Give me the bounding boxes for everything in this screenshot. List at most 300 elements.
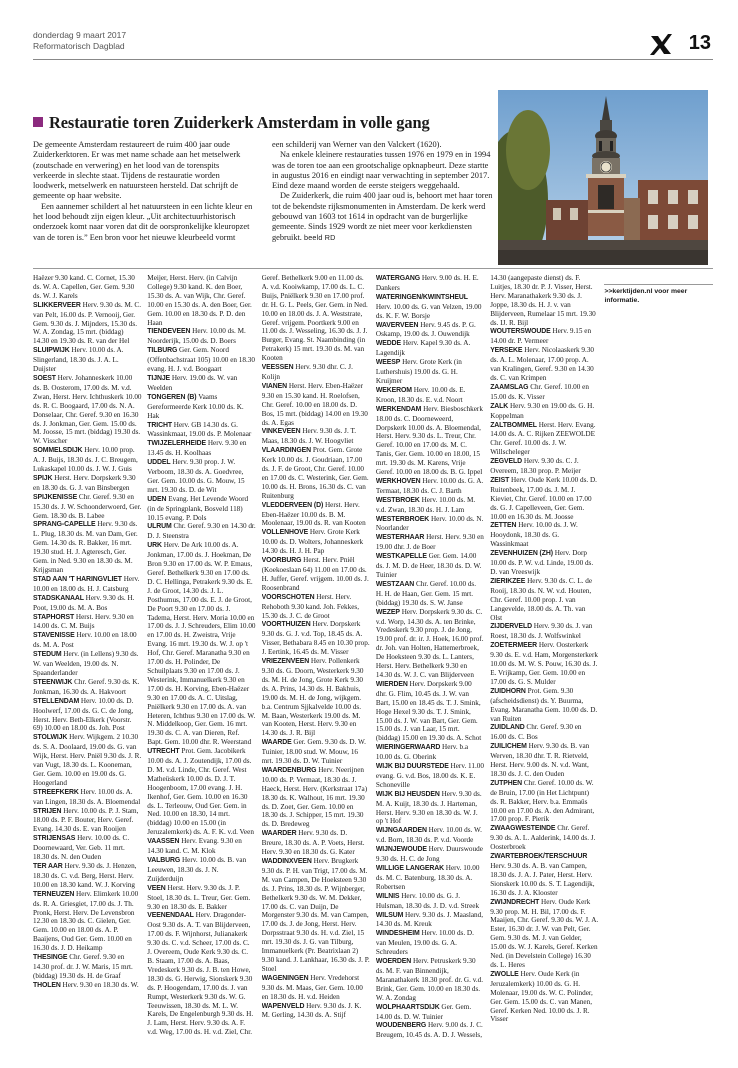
listing-entry xyxy=(376,515,485,534)
listing-entry xyxy=(33,678,142,697)
listing-place: STREEFKERK xyxy=(33,788,79,796)
listing-entry xyxy=(376,1021,485,1040)
listing-place: VOORTHUIZEN xyxy=(261,621,311,629)
listing-entry xyxy=(490,622,599,641)
listing-place: ZALK xyxy=(490,402,509,410)
article-headline xyxy=(33,113,493,133)
listing-entry xyxy=(147,911,256,1037)
listing-place: WIERDEN xyxy=(375,680,408,688)
listing-entry xyxy=(147,458,256,495)
listing-place: TIJNJE xyxy=(147,374,171,382)
listing-place: ULRUM xyxy=(147,523,172,531)
listing-place: VAASSEN xyxy=(147,838,180,846)
listing-text: Herv. 9.30 ds. J. van Roest, 18.30 ds. J. Wolfswinkel xyxy=(490,622,593,641)
listing-text: Herv. 9.30 ds. M. C. van Pelt, 16.00 ds. P. Vernooij, Ger. Gem. 9.30 ds. J. Mijnders, 15.30 ds. W. A. Zondag, 15 mrt. (biddag) 14.30 en 19.30 ds. R. van der Hel xyxy=(33,300,142,346)
listing-entry xyxy=(33,650,142,678)
listing-entry xyxy=(262,857,371,974)
listing-place: URK xyxy=(147,542,162,550)
listing-text: Herst. Herv. Dorpskerk 9.30 en 18.30 ds. G. J. van Binsbergen xyxy=(33,473,136,492)
listing-entry xyxy=(376,552,485,580)
listing-text: Herst. Herv. Pniël (Koekoeslaan 64) 11.00 en 17.00 ds. H. Juffer, Geref. vrijgem. 10.00 ds. J. Roosenbrand xyxy=(261,556,369,592)
listing-place: WIJK BIJ HEUSDEN xyxy=(375,790,440,798)
listing-text: Herv. Grote Kerk (in Luthershuis) 19.00 ds. G. H. Kruijmer xyxy=(375,358,462,385)
listing-entry xyxy=(33,575,142,594)
listing-place: TILBURG xyxy=(147,347,178,355)
listing-place: ZWOLLE xyxy=(490,970,519,978)
listing-entry xyxy=(376,743,485,762)
listing-text: Herv. Pollenkerk 9.30 ds. G. Doorn, Westerkerk 9.30 ds. M. H. de Jong, Grote Kerk 9.30 ds. A. Prins, 14.30 ds. H. Bakhuis, 19.00 ds. M. H. de Jong, wijkgem. b.a. Centrum Sjjkalvelde 10.00 ds. M. Baan, Westerkerk 19.00 ds. M. van Kooten, Herst. Herv. 9.30 en 14.30 ds. J. R. Bijl xyxy=(261,657,364,738)
listing-text: Herv. Oude Kerk 10.00 ds. D. Ruitenbeek, 17.00 ds. J. M. J. Kieviet, Chr. Geref. 10.00 en 17.00 ds. G. J. Capelleveen, Ger. Gem. 10.00 en 16.30 ds. M. Joosse xyxy=(490,475,597,521)
listing-entry xyxy=(376,929,485,957)
listing-text: Herv. 10.00 en 18.00 ds. M. A. Post xyxy=(33,631,137,650)
listing-place: SPIJKENISSE xyxy=(33,493,78,501)
listing-place: TWIJZELERHEIDE xyxy=(147,440,207,448)
listing-text: Herst. Herv. Evang. 14.00 ds. A. C. Rijken ZEEWOLDE Chr. Geref. 10.00 ds. J. W. Willscheleger xyxy=(490,420,596,457)
listing-place: STAPHORST xyxy=(33,613,75,621)
listing-place: STEDUM xyxy=(33,651,62,659)
headline-marker-icon xyxy=(33,117,43,127)
listing-text: Herv. 10.00 en 18.00 ds. H. J. Catsburg xyxy=(33,574,140,593)
listing-entry xyxy=(376,339,485,358)
listing-entry xyxy=(490,327,599,346)
listing-text: Herv. b.a 10.00 ds. G. Oberink xyxy=(375,743,469,762)
listing-text: Herv. 9.30 en 18.30 ds. W. xyxy=(62,980,139,989)
listing-place: ZUIDHORN xyxy=(490,687,526,695)
edition-date: donderdag 9 maart 2017 xyxy=(33,30,127,40)
listing-entry xyxy=(490,457,599,476)
listing-text: Herv. 10.00 ds. G. A. Termaat, 18.30 ds. C. J. Barth xyxy=(375,476,484,495)
listing-place: WAGENINGEN xyxy=(261,974,309,982)
zuiderkerk-tower-photo xyxy=(498,90,708,265)
listing-place: WIERINGERWAARD xyxy=(375,744,441,752)
listing-text: Herst. Herv. Eben-Haëzer 10.00 ds. B. M. Moolenaar, 19.00 ds. R. van Kooten xyxy=(261,500,366,528)
listing-entry xyxy=(376,533,485,552)
listing-place: ZIJDERVELD xyxy=(490,623,532,631)
listing-place: VLAARDINGEN xyxy=(261,447,312,455)
listing-text: Herv. 9.30 ds. C. L. de Rooij, 18.30 ds. N. W. v.d. Houten, Chr. Geref. 10.00 prop. J. van Langevelde, 18.00 ds. A. Th. van Olst xyxy=(490,576,593,622)
listing-text: Herv. (in Lellens) 9.30 ds. W. van Weelden, 19.00 ds. N. Spaanderlander xyxy=(33,650,139,677)
listing-place: VEENENDAAL xyxy=(147,912,194,920)
listing-entry xyxy=(262,1002,371,1021)
listing-text: Herv. 10.00 ds. M. Noorderijk, 15.00 ds. D. Boers xyxy=(147,327,246,346)
listing-text: Herst. Herv. 9.30 ds. J. P. Stoel, 18.30 ds. L. Treur, Ger. Gem. 9.30 en 18.30 ds. E. Bakker xyxy=(147,883,251,911)
article-column-1 xyxy=(33,140,254,243)
listing-entry xyxy=(376,321,485,340)
listing-entry xyxy=(33,474,142,493)
listing-text: Herv. 9.00 ds. H. E. Dankers xyxy=(375,274,479,292)
listing-text: Herv. 9.30 ds. J. K. M. Gerling, 14.30 ds. A. Stijf xyxy=(261,1001,362,1020)
listing-place: WAARDE xyxy=(261,739,292,747)
listing-column xyxy=(33,274,142,1052)
listing-place: WIJK BIJ DUURSTEDE xyxy=(375,763,449,771)
listing-place: WIJNJEWOUDE xyxy=(375,846,427,854)
listing-entry xyxy=(33,807,142,835)
listing-place: TIENDEVEEN xyxy=(147,328,191,336)
listing-place: WESTERHAAR xyxy=(375,534,425,542)
listing-column xyxy=(490,274,599,1052)
listing-entry xyxy=(490,549,599,577)
listing-text: Chr. Geref. 10.00 ds. W. de Bruin, 17.00 (in Het Lichtpunt) ds. R. Bakker, Herv. b.a. Emmaüs 10.00 en 17.00 ds. A. den Admirant, 17.00 prop. F. Pierik xyxy=(490,778,595,824)
listing-place: ZIERIKZEE xyxy=(490,577,526,585)
listing-text: Herv. Elimkerk 10.00 ds. R. A. Griesgiet, 17.00 ds. J. Th. Pronk, Herst. Herv. De Levensbron 12.30 en 18.30 ds. C. Gielen, Ger. Gem. 10.00 en 18.00 ds. A. P. Baaijens, Oud Ger. Gem. 10.00 en 16.30 ds. J. D. Heikamp xyxy=(33,889,139,953)
listing-text: Geref. Bethelkerk 9.00 en 11.00 ds. A. v.d. Kooiwkamp, 17.00 ds. L. C. Buijs, Pniëlkerk 9.30 en 17.00 prof. dr. H. G. L. Peels, Ger. Gem. in Ned. 10.00 en 18.00 ds. J. A. Weststrate, Geref. vrijgem. Poortkerk 9.00 en 11.00 ds. J. Wesseling, 16.30 ds. J. J. Burger, Evang. St. Naambinding (in Petrakerk) 15 mrt. 19.30 ds. M. van Kooten xyxy=(261,274,368,363)
listing-entry xyxy=(376,608,485,680)
listing-place: WILLIGE LANGERAK xyxy=(375,865,444,872)
listing-place: ZOETERMEER xyxy=(490,642,538,650)
listing-text: Herv. Nicolaaskerk 9.30 ds. A. L. Molenaar, 17.00 prop. A. van Kralingen, Geref. 9.30 en 14.30 ds. C. van Krimpen xyxy=(490,346,595,382)
listing-text: Herv. 9.30 dhr. C. J. Kolijn xyxy=(261,363,353,381)
listing-entry xyxy=(33,733,142,787)
listing-text: Chr. Geref. 10.00 ds. H. H. de Haan, Ger. Gem. 15 mrt. (biddag) 19.30 ds. S. W. Janse xyxy=(375,579,477,607)
listing-place: SPRANG-CAPELLE xyxy=(33,521,96,529)
listing-entry xyxy=(376,1003,485,1022)
listing-place: ZEVENHUIZEN (ZH) xyxy=(490,550,553,558)
listing-entry xyxy=(376,864,485,892)
listing-entry xyxy=(33,834,142,862)
listing-entry xyxy=(262,620,371,657)
listing-place: VRIEZENVEEN xyxy=(261,658,310,666)
listing-entry xyxy=(33,346,142,374)
listing-place: STAD AAN 'T HARINGVLIET xyxy=(33,575,122,583)
listing-entry xyxy=(490,723,599,742)
listing-text: Herv. 10.00 ds. M. C. Batenburg, 18.30 ds. A. Robertsen xyxy=(375,864,480,891)
listing-place: WERKHOVEN xyxy=(375,477,421,485)
listing-entry xyxy=(262,556,371,593)
listing-entry xyxy=(262,528,371,556)
listing-text: Herv. 9.30 ds. D. Breure, 18.30 ds. A. P. Voets, Herst. Herv. 9.30 en 18.30 ds. G. Kater xyxy=(261,829,365,857)
listing-entry xyxy=(147,747,256,837)
listing-entry xyxy=(33,446,142,474)
listing-entry xyxy=(490,476,599,522)
listing-entry xyxy=(262,501,371,529)
listing-text: Herv. 9.30 ds. M. A. Kuijt, 18.30 ds. J. Harteman, Herst. Herv. 9.30 en 18.30 ds. W. J. op 't Hof xyxy=(375,789,482,826)
listing-place: ZETTEN xyxy=(490,522,517,530)
listing-text: Chr. Geref. 9.30 ds. K. Jonkman, 16.30 ds. A. Hakvoort xyxy=(33,677,140,696)
listing-text: Herv. 9.30 ds. J. Henzen, 18.30 ds. C. v.d. Berg, Herst. Herv. 10.00 en 18.30 kand. W. J. Korving xyxy=(33,862,137,889)
church-service-listings xyxy=(33,274,713,1052)
listing-place: WAVERVEEN xyxy=(375,321,419,329)
listing-text: Chr. Geref. 9.30 en 14.30 prof. dr. J. W. Maris, 15 mrt. (biddag) 19.30 ds. H. de Graaf xyxy=(33,953,133,980)
listing-text: Herv. 10.00 ds. B. van Leeuwen, 18.30 ds. J. N. Zuijderduijn xyxy=(147,856,247,883)
listing-text: Herv. Oude Kerk (in Jeruzalemkerk) 10.00 ds. G. H. Molenaar, 19.00 ds. W. C. Polinder, Ger. Gem. 15.00 ds. C. van Manen, Geref. Kerken Ned. 10.00 ds. J. R. Visser xyxy=(490,969,593,1024)
listing-text: Herst. Herv. 9.30 en 19.00 dhr. J. de Boer xyxy=(375,533,484,552)
listing-place: STOLWIJK xyxy=(33,734,68,742)
listing-text: Chr. Geref. 9.30 en 16.00 ds. C. Bos xyxy=(490,723,582,742)
listing-text: Prot. Gem. Jacobikerk 10.00 ds. A. J. Zoutendijk, 17.00 ds. D. M. v.d. Linde, Chr. Geref. West Matheüskerk 10.00 ds. D. J. T. Hoogenboom, 17.00 evang. J. H. Ikenhof, Ger. Gem. 10.00 en 16.30 ds. L. Terleouw, Oud Ger. Gem. in Ned. 10.00 en 18.30, 14 mrt. (biddag) 10.00 en 15.00 (in Jeruzalemkerk) ds. A. F. K. v.d. Veen xyxy=(147,747,254,837)
listing-entry xyxy=(376,790,485,827)
listing-text: Herv. Evang. 9.30 en 14.30 kand. C. M. Klok xyxy=(147,837,242,856)
listing-text: Herv. Grote Kerk 10.00 ds. D. Wolters, Johanneskerk 14.30 ds. H. J. H. Pap xyxy=(261,528,364,556)
listing-place: WIJNGAARDEN xyxy=(375,827,427,835)
listing-text: Herv. 9.30 prop. J. W. Verboom, 18.30 ds. A. Goedvree, Ger. Gem. 10.00 ds. G. Mouw, 15 mrt. 19.30 ds. D. de Wit xyxy=(147,458,245,494)
listing-entry xyxy=(33,594,142,613)
listing-entry xyxy=(376,293,485,321)
listing-text: Herv. Kapel 9.30 ds. A. Lagendijk xyxy=(375,339,471,358)
listing-place: SLIKKERVEER xyxy=(33,301,81,309)
listing-text: Herv. Duurswoude 9.30 ds. H. C. de Jong xyxy=(375,845,483,864)
listing-text: Herv. Wijkgem. 2 10.30 ds. S. A. Doolaard, 19.00 ds. G. van Wijk, Herst. Herv. Pniël 9.30 ds. J. R. van Vugt, 18.30 ds. L. Kooneman, Ger. Gem. 10.00 en 19.00 ds. G. Hoogerland xyxy=(33,733,142,787)
article-body xyxy=(33,140,493,243)
article-paragraph: Na enkele kleinere restauraties tussen 1976 en 1979 en in 1994 was de toren toe aan een grootschalige opknapbeurt. Deze startte in augustus 2016 en eindigt naar verwachting in september 2017. Eind deze maand worden de eerste steigers weggehaald. xyxy=(272,150,491,191)
listing-place: WESTERBROEK xyxy=(375,515,430,523)
listing-place: VALBURG xyxy=(147,857,181,864)
listing-place: ZEGVELD xyxy=(490,458,523,466)
kerktijden-link[interactable]: >>kerktijden.nl voor meer informatie. xyxy=(604,284,713,306)
listing-place: STAVENISSE xyxy=(33,632,75,640)
listing-place: WOUDENBERG xyxy=(375,1022,427,1030)
listing-text: Herv. 9.30 ds. J. T. Maas, 18.30 ds. J. W. Hoogvliet xyxy=(261,427,357,446)
listing-entry xyxy=(147,346,256,374)
listing-entry xyxy=(490,421,599,458)
listing-text: Herv. 10.00 ds. M. v.d. Zwan, 18.30 ds. H. J. Lam xyxy=(375,495,476,514)
listing-entry xyxy=(490,824,599,852)
listing-column xyxy=(147,274,256,1052)
listing-text: Herv. 10.00 ds. P. J. Stam, 18.00 ds. P. F. Bouter, Herv. Geref. Evang. 14.30 ds. E. van Rooijen xyxy=(33,806,139,834)
listing-entry xyxy=(376,405,485,477)
listing-text: Herv. De Ark 10.00 ds. A. Jonkman, 17.00 ds. J. Hoekman, De Bron 9.30 en 17.00 ds. W. P. Emaus, Geref. Bethelkerk 9.30 en 17.00 ds. D. C. Hellinga, Petrakerk 9.30 ds. E. J. de Groot, 14.30 ds. J. L. Posthumus, 17.00 ds. E. J. de Groot, De Poort 9.30 en 17.00 ds. J. Tadema, Herst. Herv. Moria 10.00 en 17.00 ds. J. J. Schreuders, Elim 10.00 en 17.00 ds. H. Zweistra, Vrije Evang. 16 mrt. 19.30 ds. W. J. op 't Hof, Chr. Geref. Maranatha 9.30 en 17.00 ds. H. Polinder, De Schuilplaats 9.30 en 17.00 ds. J. Westerink, Immanuelkerk 9.30 en 17.00 ds. H. Korving, Eben-Haëzer 9.30 en 17.00 ds. A. C. Uitslag, Pniëlkerk 9.30 en 17.00 ds. A. van Heteren, Ichthus 9.30 en 17.00 ds. W. N. Middelkoop, Ger. Gem. 16 mrt. 19.30 ds. C. A. van Dieren, Ref. Bapt. Gem. 10.00 dhr. R. Weerstand xyxy=(147,541,256,747)
listing-entry xyxy=(33,613,142,632)
listing-place: ZWIJNDRECHT xyxy=(490,898,540,906)
listing-text: Herst. Herv. Eben-Haëzer 9.30 en 15.30 kand. H. Roelofsen, Chr. Geref. 10.00 en 18.00 ds. D. Bos, 15 mrt. (biddag) 14.00 en 19.30 ds. A. Egas xyxy=(261,381,368,427)
listing-place: STEENWIJK xyxy=(33,678,73,686)
listing-place: WESTBROEK xyxy=(375,496,420,504)
listing-entry xyxy=(147,374,256,393)
listing-entry xyxy=(376,358,485,386)
listing-text: Herv. 9.45 ds. P. G. Oskamp, 19.00 ds. J. Ouwendijk xyxy=(375,320,476,339)
listing-entry xyxy=(262,446,371,500)
listing-text: Herv. 10.00 ds. W. v.d. Born, 18.30 ds. P. v.d. Voorde xyxy=(375,826,482,845)
listing-entry xyxy=(33,862,142,890)
listing-entry xyxy=(262,274,371,363)
listing-entry xyxy=(376,580,485,608)
listing-place: WEZEP xyxy=(375,608,400,616)
listing-place: ZEIST xyxy=(490,476,510,484)
listing-text: Herv. 10.00 ds. D. Hoolwerf, 17.00 ds. G. C. de Jong, Herst. Herv. Beth-Elkerk (Voorstr. 69) 10.00 en 18.00 ds. Joh. Post xyxy=(33,696,134,733)
listing-entry xyxy=(33,631,142,650)
listing-place: VOORSCHOTEN xyxy=(261,593,315,601)
listing-entry xyxy=(376,680,485,743)
listing-text: Herv. 19.00 ds. W. van Weelden xyxy=(147,373,238,392)
listing-text: Vaams Gereformeerde Kerk 10.00 ds. K. Hak xyxy=(147,392,244,420)
listing-entry xyxy=(376,911,485,930)
listing-text: Herv. Johanneskerk 10.00 ds. B. Oosterom, 17.00 ds. M. v.d. Zwan, Herst. Herv. Ichthuskerk 10.00 ds. R. C. Boogaard, 17.00 ds. N. A. Donselaar, Chr. Geref. 9.30 en 16.30 ds. J. Jonkman, Ger. Gem. 15.00 ds. M. Joosse, 15 mrt. (biddag) 19.30 ds. W. Visscher xyxy=(33,373,142,446)
listing-entry xyxy=(33,953,142,981)
listing-place: WADDINXVEEN xyxy=(261,858,312,865)
listing-place: VLEDDERVEEN (D) xyxy=(261,501,324,509)
listing-place: VIANEN xyxy=(261,382,288,390)
listing-entry xyxy=(147,495,256,523)
listing-text: Herv. 9.30 ds. L. Plug, 18.30 ds. M. van Dam, Ger. Gem. 14.30 ds. R. Bakker, 16 mrt. 19.30 stud. H. J. Agteresch, Ger. Gem. in Ned. 9.30 en 18.30 ds. M. Krijgsman xyxy=(33,520,138,574)
listing-text: Chr. Geref. 10.00 en 15.00 ds. K. Visser xyxy=(490,382,589,401)
listing-entry xyxy=(262,363,371,382)
listing-text: Chr. Geref. 9.30 en 15.30 ds. J. W. Schoonderwoerd, Ger. Gem. 18.30 ds. B. Labee xyxy=(33,492,142,520)
article-paragraph xyxy=(272,191,493,242)
listing-place: YERSEKE xyxy=(490,347,523,355)
listing-place: TONGEREN (B) xyxy=(147,393,197,401)
listing-text: Chr. Geref. 9.30 ds. A. L. Aalderink, 14.00 ds. J. Oosterbroek xyxy=(490,824,596,852)
listing-column xyxy=(604,274,713,1052)
listing-entry xyxy=(262,766,371,829)
listing-place: WOLPHAARTSDIJK xyxy=(375,1003,440,1011)
listing-entry xyxy=(33,788,142,807)
listing-text: Herv. 10.00 ds. J. W. Hooydonk, 18.30 ds. G. Wassinkmaat xyxy=(490,521,578,549)
listing-place: SLUIPWIJK xyxy=(33,347,70,355)
listing-place: UTRECHT xyxy=(147,748,180,756)
listing-text: Herv. 10.00 ds. C. Doornewaard, Ver. Geb. 11 mrt. 18.30 ds. N. den Ouden xyxy=(33,834,130,862)
listing-place: SOMMELSDIJK xyxy=(33,447,83,455)
listing-place: STRIJENSAS xyxy=(33,835,76,843)
listing-entry xyxy=(33,301,142,347)
listing-entry xyxy=(262,974,371,1002)
listing-text: Herv. Dorpskerk 9.30 ds. G. J. v.d. Top, 18.45 ds. A. Visser, Bethabara 8.45 en 10.30 prop. J. Eertink, 16.45 ds. M. Visser xyxy=(261,620,370,657)
listing-text: Prot. Gem. Grote Kerk 10.00 ds. J. Goudriaan, 17.00 ds. J. F. de Groot, Chr. Geref. 10.00 en 17.00 ds. C. Westerink, Ger. Gem. 10.00 ds. H. Brons, 16.30 ds. C. van Ruitenburg xyxy=(261,446,369,500)
listing-text: Ger. Gem. Noord (Offenbachstraat 105) 10.00 en 18.30 evang. H. J. v.d. Boogaart xyxy=(147,346,255,374)
listing-text: Herv. Brugkerk 9.30 ds. P. H. van Trigt, 17.00 ds. M. M. van Campen, De Hoeksteen 9.30 ds. J. Prins, 18.30 ds. P. Wijnberger, Bethelkerk 9.30 ds. W. M. Dekker, 17.00 ds. C. van Duijn, De Morgenster 9.30 ds. M. van Campen, 17.00 ds. J. de Jong, Herst. Herv. Dorpsstraat 9.30 ds. H. v.d. Ziel, 15 mrt. 19.30 ds. J. G. van Tilburg, Immanuelkerk (Pr. Beatrixlaan 2) 9.30 kand. J. Lankhaar, 16.30 ds. J. P. Stoel xyxy=(261,857,370,973)
listing-entry xyxy=(376,477,485,496)
listing-text: Herv. 9.15 en 14.00 dr. P. Vermeer xyxy=(490,327,592,346)
listing-entry xyxy=(33,520,142,574)
listing-text: Herv. 10.00 ds. N. Noorlander xyxy=(375,514,484,533)
listing-entry xyxy=(376,826,485,845)
listing-entry xyxy=(147,522,256,541)
listing-entry xyxy=(490,577,599,623)
listing-place: VEESSEN xyxy=(261,364,294,372)
masthead xyxy=(33,30,713,64)
listing-entry xyxy=(147,421,256,440)
listing-place: WEESP xyxy=(375,359,401,367)
listing-column xyxy=(376,274,485,1052)
listing-entry xyxy=(147,274,256,327)
listing-entry xyxy=(147,393,256,421)
listing-place: STADSKANAAL xyxy=(33,594,84,602)
listing-place: WILNIS xyxy=(375,892,400,900)
listing-entry xyxy=(33,981,142,991)
listing-place: ZAAMSLAG xyxy=(490,383,529,391)
listing-entry xyxy=(376,496,485,515)
listing-place: TRICHT xyxy=(147,421,172,429)
listing-place: TERNEUZEN xyxy=(33,890,75,898)
listing-place: TER AAR xyxy=(33,863,63,870)
listing-place: WOERDEN xyxy=(375,958,412,966)
listing-entry xyxy=(490,402,599,421)
listing-text: Herv. 9.30 ds. A. B. van Campen, 18.30 ds. J. A. J. Pater, Herst. Herv. Sionskerk 10.00 ds. S. T. Lagendijk, 16.30 ds. J. A. Klooster xyxy=(490,862,595,897)
listing-text: Herv. 11.00 evang. G. v.d. Bos, 18.00 ds. K. E. Schoneville xyxy=(375,762,484,789)
listing-text: Herv. 9.00 ds. J. C. Breugem, 10.45 ds. A. D. J. Wessels, xyxy=(375,1021,483,1040)
listing-entry xyxy=(490,687,599,724)
listing-place: WAARDER xyxy=(261,830,297,838)
listing-text: Herv. 9.30 ds. H. Poot, 19.00 ds. M. A. Bos xyxy=(33,593,135,612)
listing-place: WESTZAAN xyxy=(375,580,415,588)
listing-place: SPIJK xyxy=(33,474,53,482)
listing-place: ZWAAGWESTEINDE xyxy=(490,825,556,833)
listing-place: ZUIDLAND xyxy=(490,724,525,732)
listing-text: Herv. 10.00 ds. A. Slingerland, 18.30 ds. J. A. L. Duijster xyxy=(33,346,124,374)
listing-text: Ger. Gem. 14.00 ds. J. M. D. de Heer, 18.30 ds. D. W. Tuinier xyxy=(375,552,482,579)
listing-entry xyxy=(262,427,371,446)
listing-place: UDEN xyxy=(147,495,167,503)
listing-text: Haëzer 9.30 kand. C. Cornet, 15.30 ds. W. A. Capellen, Ger. Gem. 9.30 ds. W. J. Karels xyxy=(33,274,135,300)
listing-text: Evang. Het Levende Woord (in de Springplank, Bosveld 118) 10.15 evang. P. Dols xyxy=(147,494,249,522)
newspaper-name: Reformatorisch Dagblad xyxy=(33,41,125,51)
listing-entry xyxy=(262,657,371,738)
listing-text: Herv. 10.00 ds. G. van Velzen, 19.00 ds. K. F. W. Borsje xyxy=(375,302,482,320)
listing-text: Herv. Dorpskerk 9.30 ds. C. v.d. Worp, 14.30 ds. A. ten Brinke, Vredeskerk 9.30 prop. J. de Jong, 19.00 prof. dr. ir. J. Hoek, 16.00 prof. dr. Joh. van Holten, Hattemerbroek, De Hoeksteen 9.30 ds. L. Lanters, Herst. Herv. Bethelkerk 9.30 en 14.30 ds. W. J. C. van Blijderveen xyxy=(375,607,484,679)
listing-text: Chr. Geref. 9.30 en 14.30 dr. D. J. Steenstra xyxy=(147,522,256,541)
listing-entry xyxy=(376,845,485,864)
listing-place: WESTKAPELLE xyxy=(375,553,427,561)
listing-place: STRIJEN xyxy=(33,807,62,815)
rd-x-logo-icon xyxy=(649,32,673,56)
listing-entry xyxy=(376,957,485,1003)
masthead-rule xyxy=(33,59,713,60)
listing-entry xyxy=(490,970,599,1024)
listing-text: Herv. Dorpskerk 9.00 dhr. G. Flim, 10.45 ds. J. W. van Bart, 15.00 en 18.45 ds. T. J. Smink, Hoge Hexel 9.30 ds. T. J. Smink, 15.00 ds. J. W. van Bart, Ger. Gem. 15.00 ds. J. van Laar, 15 mrt. (biddag) 15.00 en 19.30 ds. A. Schot xyxy=(375,679,482,743)
listing-text: Herv. 9.30 ds. B. van Werven, 18.30 dhr. T. R. Rietveld, Herst. Herv. 9.00 ds. N. v.d. Want, 18.30 ds. J. C. den Ouden xyxy=(490,742,590,778)
listing-entry xyxy=(376,892,485,911)
listing-place: WEKEROM xyxy=(375,386,412,394)
listing-entry xyxy=(33,697,142,734)
listing-text: Herv. Oude Kerk 9.30 prop. M. H. Bil, 17.00 ds. F. Maaijen, Chr. Geref. 9.30 ds. W. J. A. Ester, 16.30 dr. J. W. van Pelt, Ger. Gem. 9.30 ds. M. J. van Gelder, 15.00 ds. W. J. Karels, Geref. Kerken Ned. (in Develstein College) 16.30 ds. L. Heres xyxy=(490,897,599,969)
listing-place: WEDDE xyxy=(375,340,402,348)
listing-text: Meijer, Herst. Herv. (in Calvijn College) 9.30 kand. K. den Boer, 15.30 ds. A. van Wijk, Chr. Geref. 10.00 en 15.30 ds. A. den Boer, Ger. Gem. 10.00 en 18.30 ds. P. D. den Haan xyxy=(147,274,252,327)
listing-entry xyxy=(262,593,371,621)
listing-text: Herv. 10.00 ds. E. Kroon, 18.30 ds. E. v.d. Noort xyxy=(375,385,466,404)
listing-entry xyxy=(33,493,142,521)
listing-text: Herv. 10.00 ds. G. J. Hulsman, 18.30 ds. J. D. v.d. Streek xyxy=(375,891,480,910)
listing-entry xyxy=(376,386,485,405)
page-number: 13 xyxy=(688,32,711,54)
listing-text: 14.30 (aangepaste dienst) ds. F. Luitjes, 18.30 dr. P. J. Visser, Herst. Herv. Maranathakerk 9.30 ds. J. Joppe, 18.30 ds. H. J. v. van Blijderveen, Rumelaar 15 mrt. 19.30 ds. IJ. R. Bijl xyxy=(490,274,596,327)
listing-text: Herv. 10.00 ds. D. van Meulen, 19.00 ds. G. A. Schreuders xyxy=(375,929,474,957)
listing-entry xyxy=(33,374,142,446)
listing-text: Prot. Gem. 9.30 (afscheidsdienst) ds. Y. Buurma, Evang. Maranatha Gem. 10.00 ds. D. van Ruiten xyxy=(490,686,598,723)
listing-entry xyxy=(33,274,142,301)
listing-entry xyxy=(147,856,256,884)
listing-text: Herv. 9.30 ds. J. Maasland, 14.30 ds. M. Kreuk xyxy=(375,910,484,929)
listing-text: Herst. Herv. 9.30 en 14.00 ds. C. M. Buijs xyxy=(33,612,134,631)
listing-text: Herv. Biesboschkerk 18.00 ds. C. Doorneweerd, Dorpskerk 10.00 ds. A. Bloemendal, Herst. Herv. 9.30 ds. L. Treur, Chr. Geref. 10.00 en 17.00 ds. M. C. Tanis, Ger. Gem. 10.00 en 18.00, 15 mrt. 19.30 ds. M. Karens, Vrije Geref. 10.00 en 18.00 ds. B. G. Ippel xyxy=(375,404,483,477)
listing-text: Herv. Oosterkerk 9.30 ds. E. v.d. Ham, Morgensterkerk 10.00 ds. M. W. S. Pouw, 16.30 ds. J. E. Vrijkamp, Ger. Gem. 10.00 en 17.00 ds. G. S. Mulder xyxy=(490,641,598,686)
listing-text: Herv. Petruskerk 9.30 ds. M. F. van Binnendijk, Maranathakerk 18.30 prof. dr. G. v.d. Brink, Ger. Gem. 10.00 en 18.30 ds. W. A. Zondag xyxy=(375,957,484,1002)
listing-text: Ger. Gem. 14.00 ds. D. W. Tuinier xyxy=(375,1002,472,1021)
photo-credit: beeld RD xyxy=(304,232,336,242)
listing-text: Herv. 9.30 ds. C. J. Overeem, 18.30 prop. P. Meijer xyxy=(490,457,581,476)
listing-entry xyxy=(490,852,599,898)
listing-place: VEEN xyxy=(147,884,166,892)
listing-place: UDDEL xyxy=(147,459,171,467)
article-paragraph: een schilderij van Werner van den Valckert (1620). xyxy=(272,140,442,149)
listing-entry xyxy=(490,641,599,687)
listing-text: Herv. Neerijnen 10.00 ds. P. Vermaat, 18.30 ds. J. Haeck, Herst. Herv. (Kerkstraat 17a) 18.30 ds. K. Walhout, 16 mrt. 19.30 ds. D. Zoet, Ger. Gem. 10.00 en 18.30 ds. J. Schipper, 15 mrt. 19.30 ds. D. Bredeweg xyxy=(261,765,368,829)
listing-entry xyxy=(490,779,599,825)
listing-place: THOLEN xyxy=(33,981,61,989)
listing-entry xyxy=(376,762,485,790)
listing-text: Herv. Dragonder-Oost 9.30 ds. A. T. van Blijderveen, 17.00 ds. F. Wijnhorst, Julianakerk 9.30 ds. C. v.d. Scheer, 17.00 ds. C. J. Overeem, Oude Kerk 9.30 ds. C. B. Staam, 17.00 ds. A. Baas, Vredeskerk 9.30 ds. J. B. ten Howe, 18.30 ds. G. Herwig, Sionskerk 9.30 ds. P. Hoogendam, 17.00 ds. J. van Rumpt, Westerkerk 9.30 ds. W. G. Teeuwissen, 18.30 ds. M. L. W. Karels, De Engelenburgh 9.30 ds. H. J. Lam, Herst. Herv. 9.30 ds. A. F. v.d. Weg, 17.00 ds. H. v.d. Ziel, Chr. xyxy=(147,911,254,1037)
listing-entry xyxy=(490,742,599,779)
listing-entry xyxy=(490,898,599,970)
listing-place: SOEST xyxy=(33,374,56,382)
listing-text: Herv. Vredehorst 9.30 ds. M. Maas, Ger. Gem. 10.00 en 18.30 ds. H. v.d. Heiden xyxy=(261,973,363,1001)
listing-place: ZUTPHEN xyxy=(490,779,523,787)
listing-entry xyxy=(147,327,256,346)
listing-place: WERKENDAM xyxy=(375,405,422,413)
listing-entry xyxy=(376,274,485,293)
listing-place: VOORBURG xyxy=(261,557,302,565)
listing-place: THESINGE xyxy=(33,954,68,962)
listing-entry xyxy=(262,738,371,766)
listing-text: Herv. Dorp 10.00 ds. P. W. v.d. Linde, 19.00 ds. D. van Vreeswijk xyxy=(490,549,594,576)
listing-entry xyxy=(147,541,256,747)
